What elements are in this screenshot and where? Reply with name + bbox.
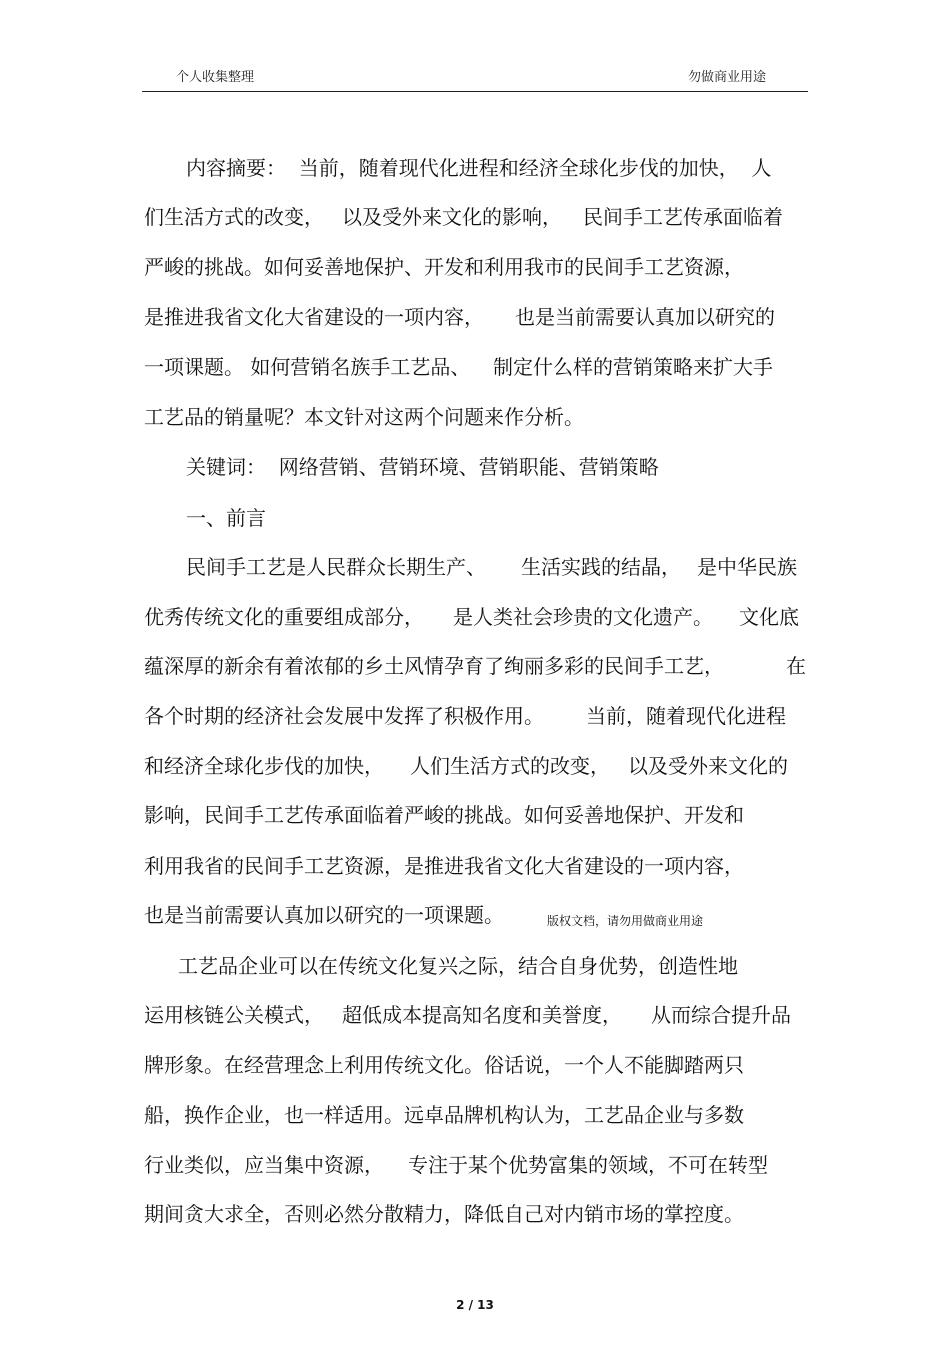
text-segment: 和经济全球化步伐的加快， (144, 754, 384, 778)
text-segment: 各个时期的经济社会发展中发挥了积极作用。 (144, 704, 544, 728)
text-segment: 以及受外来文化的 (628, 754, 788, 778)
paragraph-line-3 (0, 651, 806, 681)
abstract-line-5 (0, 352, 773, 382)
header-rule (142, 91, 808, 92)
text-segment: 工艺品的销量呢？本文针对这两个问题来作分析。 (144, 405, 584, 429)
text-segment: 影响，民间手工艺传承面临着严峻的挑战。如何妥善地保护、开发和 (144, 803, 744, 827)
text-segment: 制定什么样的营销策略来扩大手 (493, 355, 773, 379)
text-segment: 人们生活方式的改变， (410, 754, 610, 778)
paragraph-line-1 (0, 552, 797, 582)
text-segment: 们生活方式的改变， (144, 205, 324, 229)
abstract-line-6 (0, 402, 584, 432)
page-number: 2 / 13 (456, 1298, 494, 1312)
text-segment: 优秀传统文化的重要组成部分， (144, 605, 424, 629)
text-segment: 是人类社会珍贵的文化遗产。 (453, 605, 713, 629)
abstract-line-1 (0, 153, 772, 183)
copyright-note: 版权文档，请勿用做商业用途 (547, 914, 704, 928)
text-segment: 超低成本提高知名度和美誉度， (342, 1003, 622, 1027)
paragraph-line-8 (0, 900, 704, 930)
text-segment: 专注于某个优势富集的领域，不可在转型 (408, 1153, 768, 1177)
text-segment: 运用核链公关模式， (144, 1003, 324, 1027)
paragraph-line-2 (0, 602, 799, 632)
text-segment: 一项课题。 如何营销名族手工艺品、 (144, 355, 471, 379)
text-segment: 在 (786, 654, 806, 678)
text-segment: 内容摘要： 当前，随着现代化进程和经济全球化步伐的加快， 人 (186, 156, 772, 180)
text-segment: 也是当前需要认真加以研究的一项课题。 (144, 903, 504, 927)
text-segment: 生活实践的结晶， (521, 555, 681, 579)
header-right-text: 勿做商业用途 (688, 70, 767, 85)
text-segment: 利用我省的民间手工艺资源，是推进我省文化大省建设的一项内容， (144, 854, 744, 878)
text-segment: 牌形象。在经营理念上利用传统文化。俗话说，一个人不能脚踏两只 (144, 1053, 744, 1077)
text-segment: 期间贪大求全，否则必然分散精力，降低自己对内销市场的掌控度。 (144, 1202, 744, 1226)
header-left-text: 个人收集整理 (176, 70, 255, 85)
text-segment: 船，换作企业，也一样适用。远卓品牌机构认为，工艺品企业与多数 (144, 1103, 744, 1127)
text-segment: 工艺品企业可以在传统文化复兴之际，结合自身优势，创造性地 (178, 954, 738, 978)
text-segment: 也是当前需要认真加以研究的 (515, 305, 775, 329)
text-segment: 以及受外来文化的影响， (342, 205, 562, 229)
text-segment: 蕴深厚的新余有着浓郁的乡土风情孕育了绚丽多彩的民间手工艺， (144, 654, 724, 678)
section-heading-preface (0, 503, 266, 533)
text-segment: 是中华民族 (697, 555, 797, 579)
text-segment: 当前，随着现代化进程 (586, 704, 786, 728)
text-segment: 民间手工艺传承面临着 (583, 205, 783, 229)
abstract-line-4 (0, 302, 775, 332)
text-segment: 民间手工艺是人民群众长期生产、 (186, 555, 486, 579)
text-segment: 严峻的挑战。如何妥善地保护、开发和利用我市的民间手工艺资源， (144, 255, 744, 279)
abstract-line-2 (0, 202, 783, 232)
text-segment: 关键词： 网络营销、营销环境、营销职能、营销策略 (186, 455, 659, 479)
text-segment: 行业类似，应当集中资源， (144, 1153, 384, 1177)
paragraph-line-5 (0, 751, 788, 781)
paragraph2-line-5 (0, 1150, 768, 1180)
paragraph-line-4 (0, 701, 786, 731)
paragraph-line-6 (0, 800, 744, 830)
paragraph2-line-1 (0, 951, 738, 981)
text-segment: 是推进我省文化大省建设的一项内容， (144, 305, 484, 329)
paragraph2-line-6 (0, 1199, 744, 1229)
abstract-line-3 (0, 252, 744, 282)
paragraph2-line-3 (0, 1050, 744, 1080)
text-segment: 从而综合提升品 (651, 1003, 791, 1027)
text-segment: 一、前言 (186, 506, 266, 530)
text-segment: 文化底 (739, 605, 799, 629)
paragraph2-line-4 (0, 1100, 744, 1130)
paragraph2-line-2 (0, 1000, 791, 1030)
paragraph-line-7 (0, 851, 744, 881)
keywords-line (0, 452, 659, 482)
